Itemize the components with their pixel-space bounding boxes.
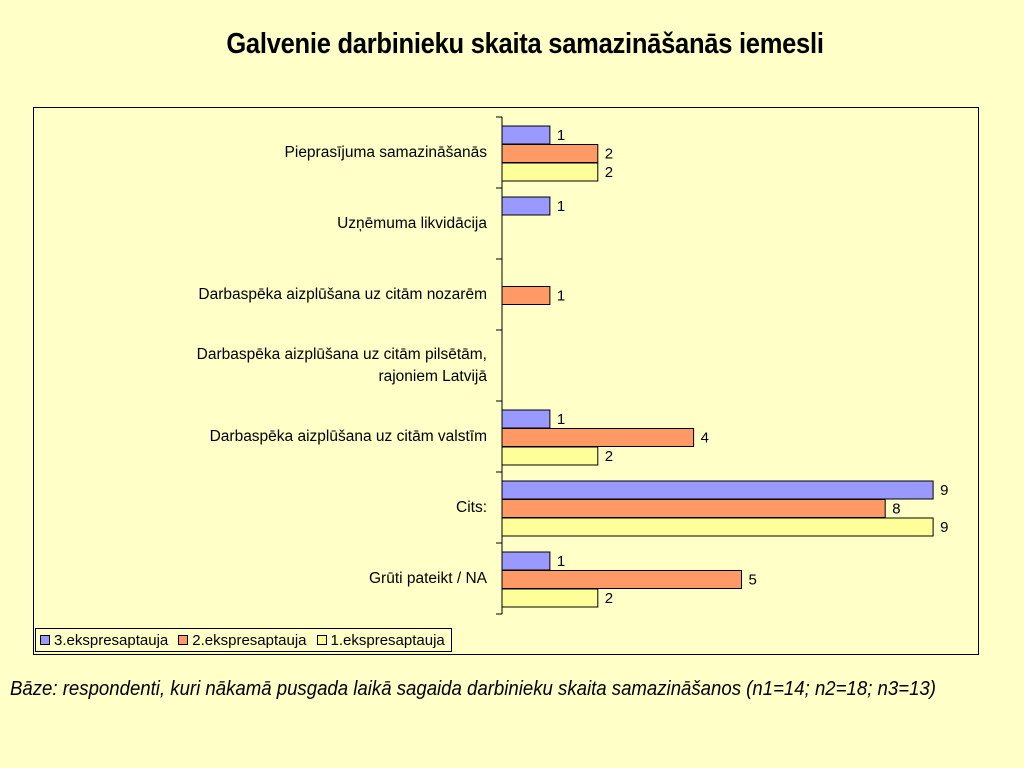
data-label: 5 xyxy=(748,571,757,589)
category-label: Uzņēmuma likvidācija xyxy=(337,214,487,232)
bar xyxy=(502,589,598,607)
category-label: Darbaspēka aizplūšana uz citām valstīm xyxy=(209,427,487,445)
bar xyxy=(502,163,598,181)
bar xyxy=(502,126,550,144)
page-title: Galvenie darbinieku skaita samazināšanās iemesli xyxy=(226,28,824,60)
bar xyxy=(502,447,598,465)
base-footnote: Bāze: respondenti, kuri nākamā pusgada laikā sagaida darbinieku skaita samazināšanos (n1=14; n2=18; n3=13) xyxy=(10,678,936,700)
data-label: 2 xyxy=(604,164,614,181)
category-label: Pieprasījuma samazināšanās xyxy=(284,143,487,161)
data-label: 1 xyxy=(556,553,566,570)
legend-label: 3.ekspresaptauja xyxy=(54,631,169,649)
bar xyxy=(502,287,550,305)
legend-swatch xyxy=(317,635,327,645)
category-label: Darbaspēka aizplūšana uz citām pilsētām, rajoniem Latvijā xyxy=(196,345,487,385)
legend-item xyxy=(40,632,168,649)
legend-label: 1.ekspresaptauja xyxy=(330,631,445,649)
chart-legend xyxy=(35,628,452,652)
bar xyxy=(502,571,742,589)
data-label: 1 xyxy=(556,198,566,215)
bar xyxy=(502,518,933,536)
bar xyxy=(502,145,598,163)
bar xyxy=(502,552,550,570)
legend-swatch xyxy=(178,635,188,645)
category-label: Grūti pateikt / NA xyxy=(368,569,487,587)
category-label: Darbaspēka aizplūšana uz citām nozarēm xyxy=(198,285,487,303)
legend-item xyxy=(317,632,445,649)
legend-swatch xyxy=(40,635,50,645)
data-label: 1 xyxy=(556,287,566,305)
bar xyxy=(502,410,550,428)
category-label: Cits: xyxy=(456,498,487,516)
data-label: 9 xyxy=(940,519,949,536)
data-label: 4 xyxy=(700,429,709,447)
legend-label: 2.ekspresaptauja xyxy=(192,631,307,649)
bar xyxy=(502,500,885,518)
data-label: 8 xyxy=(892,500,901,518)
data-label: 1 xyxy=(556,411,566,428)
legend-item xyxy=(178,632,306,649)
data-label: 2 xyxy=(604,448,614,465)
bar xyxy=(502,429,694,447)
bar xyxy=(502,197,550,215)
data-label: 2 xyxy=(604,590,614,607)
data-label: 1 xyxy=(556,127,566,144)
data-label: 2 xyxy=(604,145,614,163)
bar xyxy=(502,481,933,499)
data-label: 9 xyxy=(940,482,949,499)
